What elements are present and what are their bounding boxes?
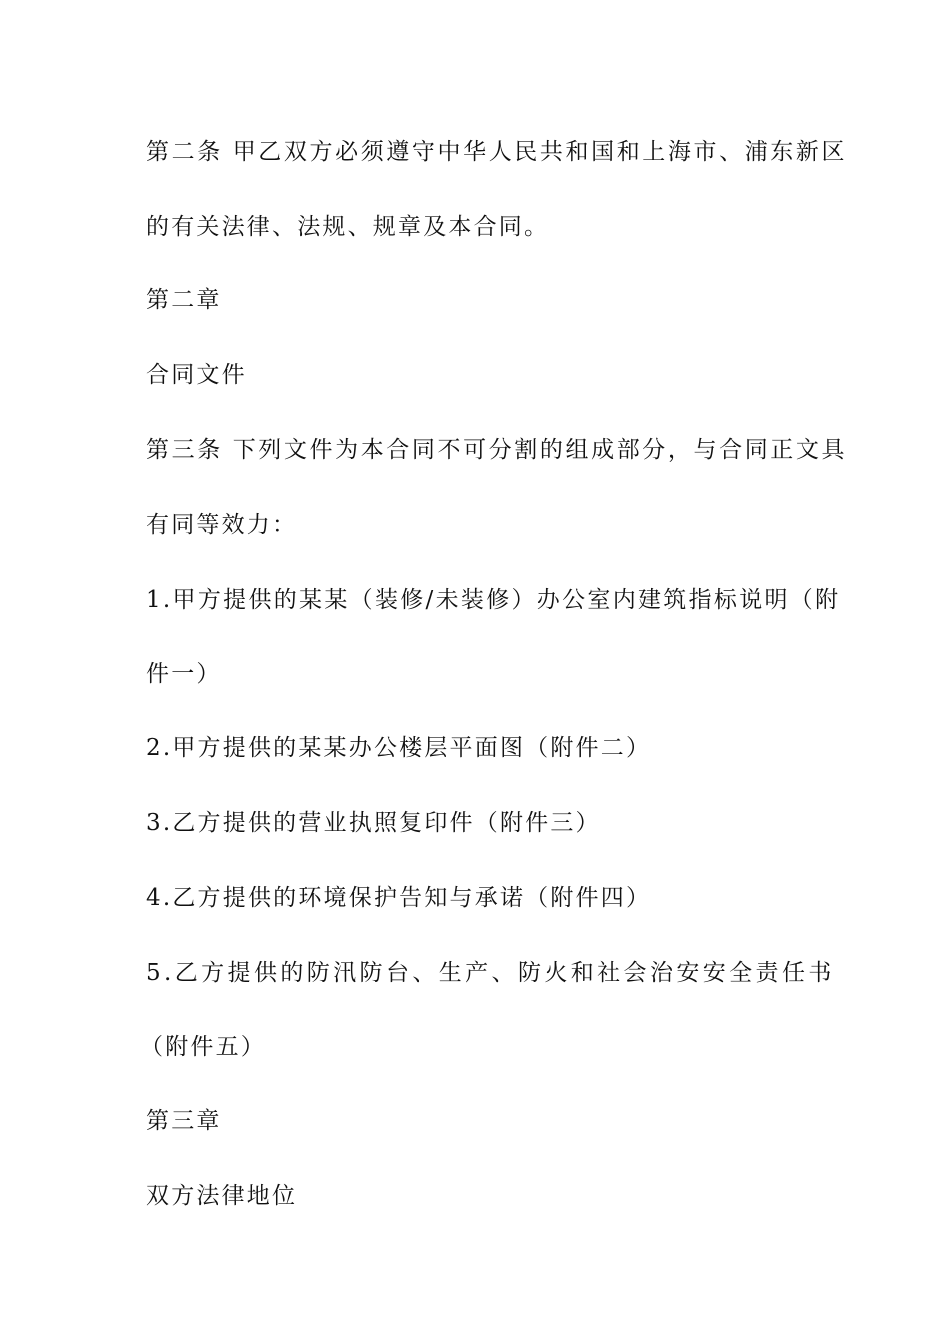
list-item-1-line-1: 1.甲方提供的某某（装修/未装修）办公室内建筑指标说明（附: [146, 587, 841, 613]
article-3-line-1: 第三条 下列文件为本合同不可分割的组成部分，与合同正文具: [146, 437, 848, 463]
list-item-3: 3.乙方提供的营业执照复印件（附件三）: [146, 810, 601, 836]
list-item-5-line-2: （附件五）: [140, 1034, 266, 1060]
chapter-2-heading: 第二章: [146, 287, 222, 313]
chapter-3-title: 双方法律地位: [146, 1183, 298, 1209]
list-item-4: 4.乙方提供的环境保护告知与承诺（附件四）: [146, 885, 652, 911]
article-2-line-1: 第二条 甲乙双方必须遵守中华人民共和国和上海市、浦东新区: [146, 139, 848, 165]
list-item-5-line-1: 5.乙方提供的防汛防台、生产、防火和社会治安安全责任书: [146, 960, 835, 986]
article-2-line-2: 的有关法律、法规、规章及本合同。: [146, 214, 550, 240]
chapter-3-heading: 第三章: [146, 1108, 222, 1134]
article-3-line-2: 有同等效力：: [146, 512, 298, 538]
list-item-1-line-2: 件一）: [146, 661, 222, 687]
chapter-2-title: 合同文件: [146, 362, 247, 388]
list-item-2: 2.甲方提供的某某办公楼层平面图（附件二）: [146, 735, 652, 761]
